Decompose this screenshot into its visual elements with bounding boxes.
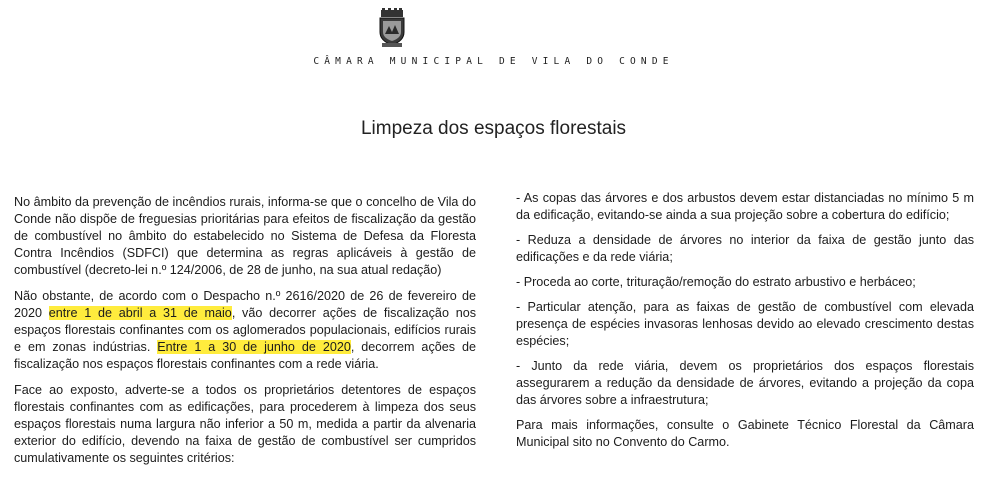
coat-of-arms-icon <box>372 8 412 48</box>
dates-mid-text: , vão decorrer ações de fiscalização nos espaços florestais confinantes com os aglomerados populacionais, edifícios rurais e em zonas indústrias. <box>14 306 476 354</box>
paragraph-dates <box>14 288 476 373</box>
page-title: Limpeza dos espaços florestais <box>360 118 627 139</box>
paragraph-intro: No âmbito da prevenção de incêndios rurais, informa-se que o concelho de Vila do Conde não dispõe de freguesias prioritárias para efeitos de fiscalização da gestão de combustível no âmbito do estabelecido no Sistema de Defesa da Floresta Contra Incêndios (SDFCI) que determina as regras aplicáveis à gestão de combustível (decreto-lei n.º 124/2006, de 28 de junho, na sua atual redação) <box>14 195 476 277</box>
criteria-item: - Proceda ao corte, trituração/remoção do estrato arbustivo e herbáceo; <box>516 275 916 289</box>
criteria-item: - Particular atenção, para as faixas de gestão de combustível com elevada presença de espécies invasoras lenhosas devido ao elevado crescimento destas espécies; <box>516 300 974 348</box>
highlight-april-may: entre 1 de abril a 31 de maio <box>48 306 232 320</box>
closing-paragraph: Para mais informações, consulte o Gabinete Técnico Florestal da Câmara Municipal sito no Convento do Carmo. <box>516 418 974 449</box>
highlight-june: Entre 1 a 30 de junho de 2020 <box>157 340 351 354</box>
organization-name: CÂMARA MUNICIPAL DE VILA DO CONDE <box>313 56 674 67</box>
dates-intro-text: Não obstante, de acordo com o Despacho n.º 2616/2020 de 26 de fevereiro de 2020 <box>14 289 476 320</box>
criteria-item: - As copas das árvores e dos arbustos devem estar distanciadas no mínimo 5 m da edificação, evitando-se ainda a sua projeção sobre a cobertura do edifício; <box>516 191 974 222</box>
dates-end-text: , decorrem ações de fiscalização nos espaços florestais confinantes com a rede viária. <box>14 340 476 371</box>
criteria-item: - Junto da rede viária, devem os proprietários dos espaços florestais assegurarem a redução da densidade de árvores, evitando a projeção da copa das árvores sobre a infraestrutura; <box>516 359 974 407</box>
right-column <box>516 190 974 459</box>
criteria-item: - Reduza a densidade de árvores no interior da faixa de gestão junto das edificações e da rede viária; <box>516 233 974 264</box>
paragraph-warning: Face ao exposto, adverte-se a todos os proprietários detentores de espaços florestais confinantes com as edificações, para procederem à limpeza dos seus espaços florestais numa largura não inferior a 50 m, medida a partir da alvenaria exterior do edifício, devendo na faixa de gestão de combustível ser cumpridos cumulativamente os seguintes critérios: <box>14 383 476 465</box>
left-column <box>14 194 476 476</box>
